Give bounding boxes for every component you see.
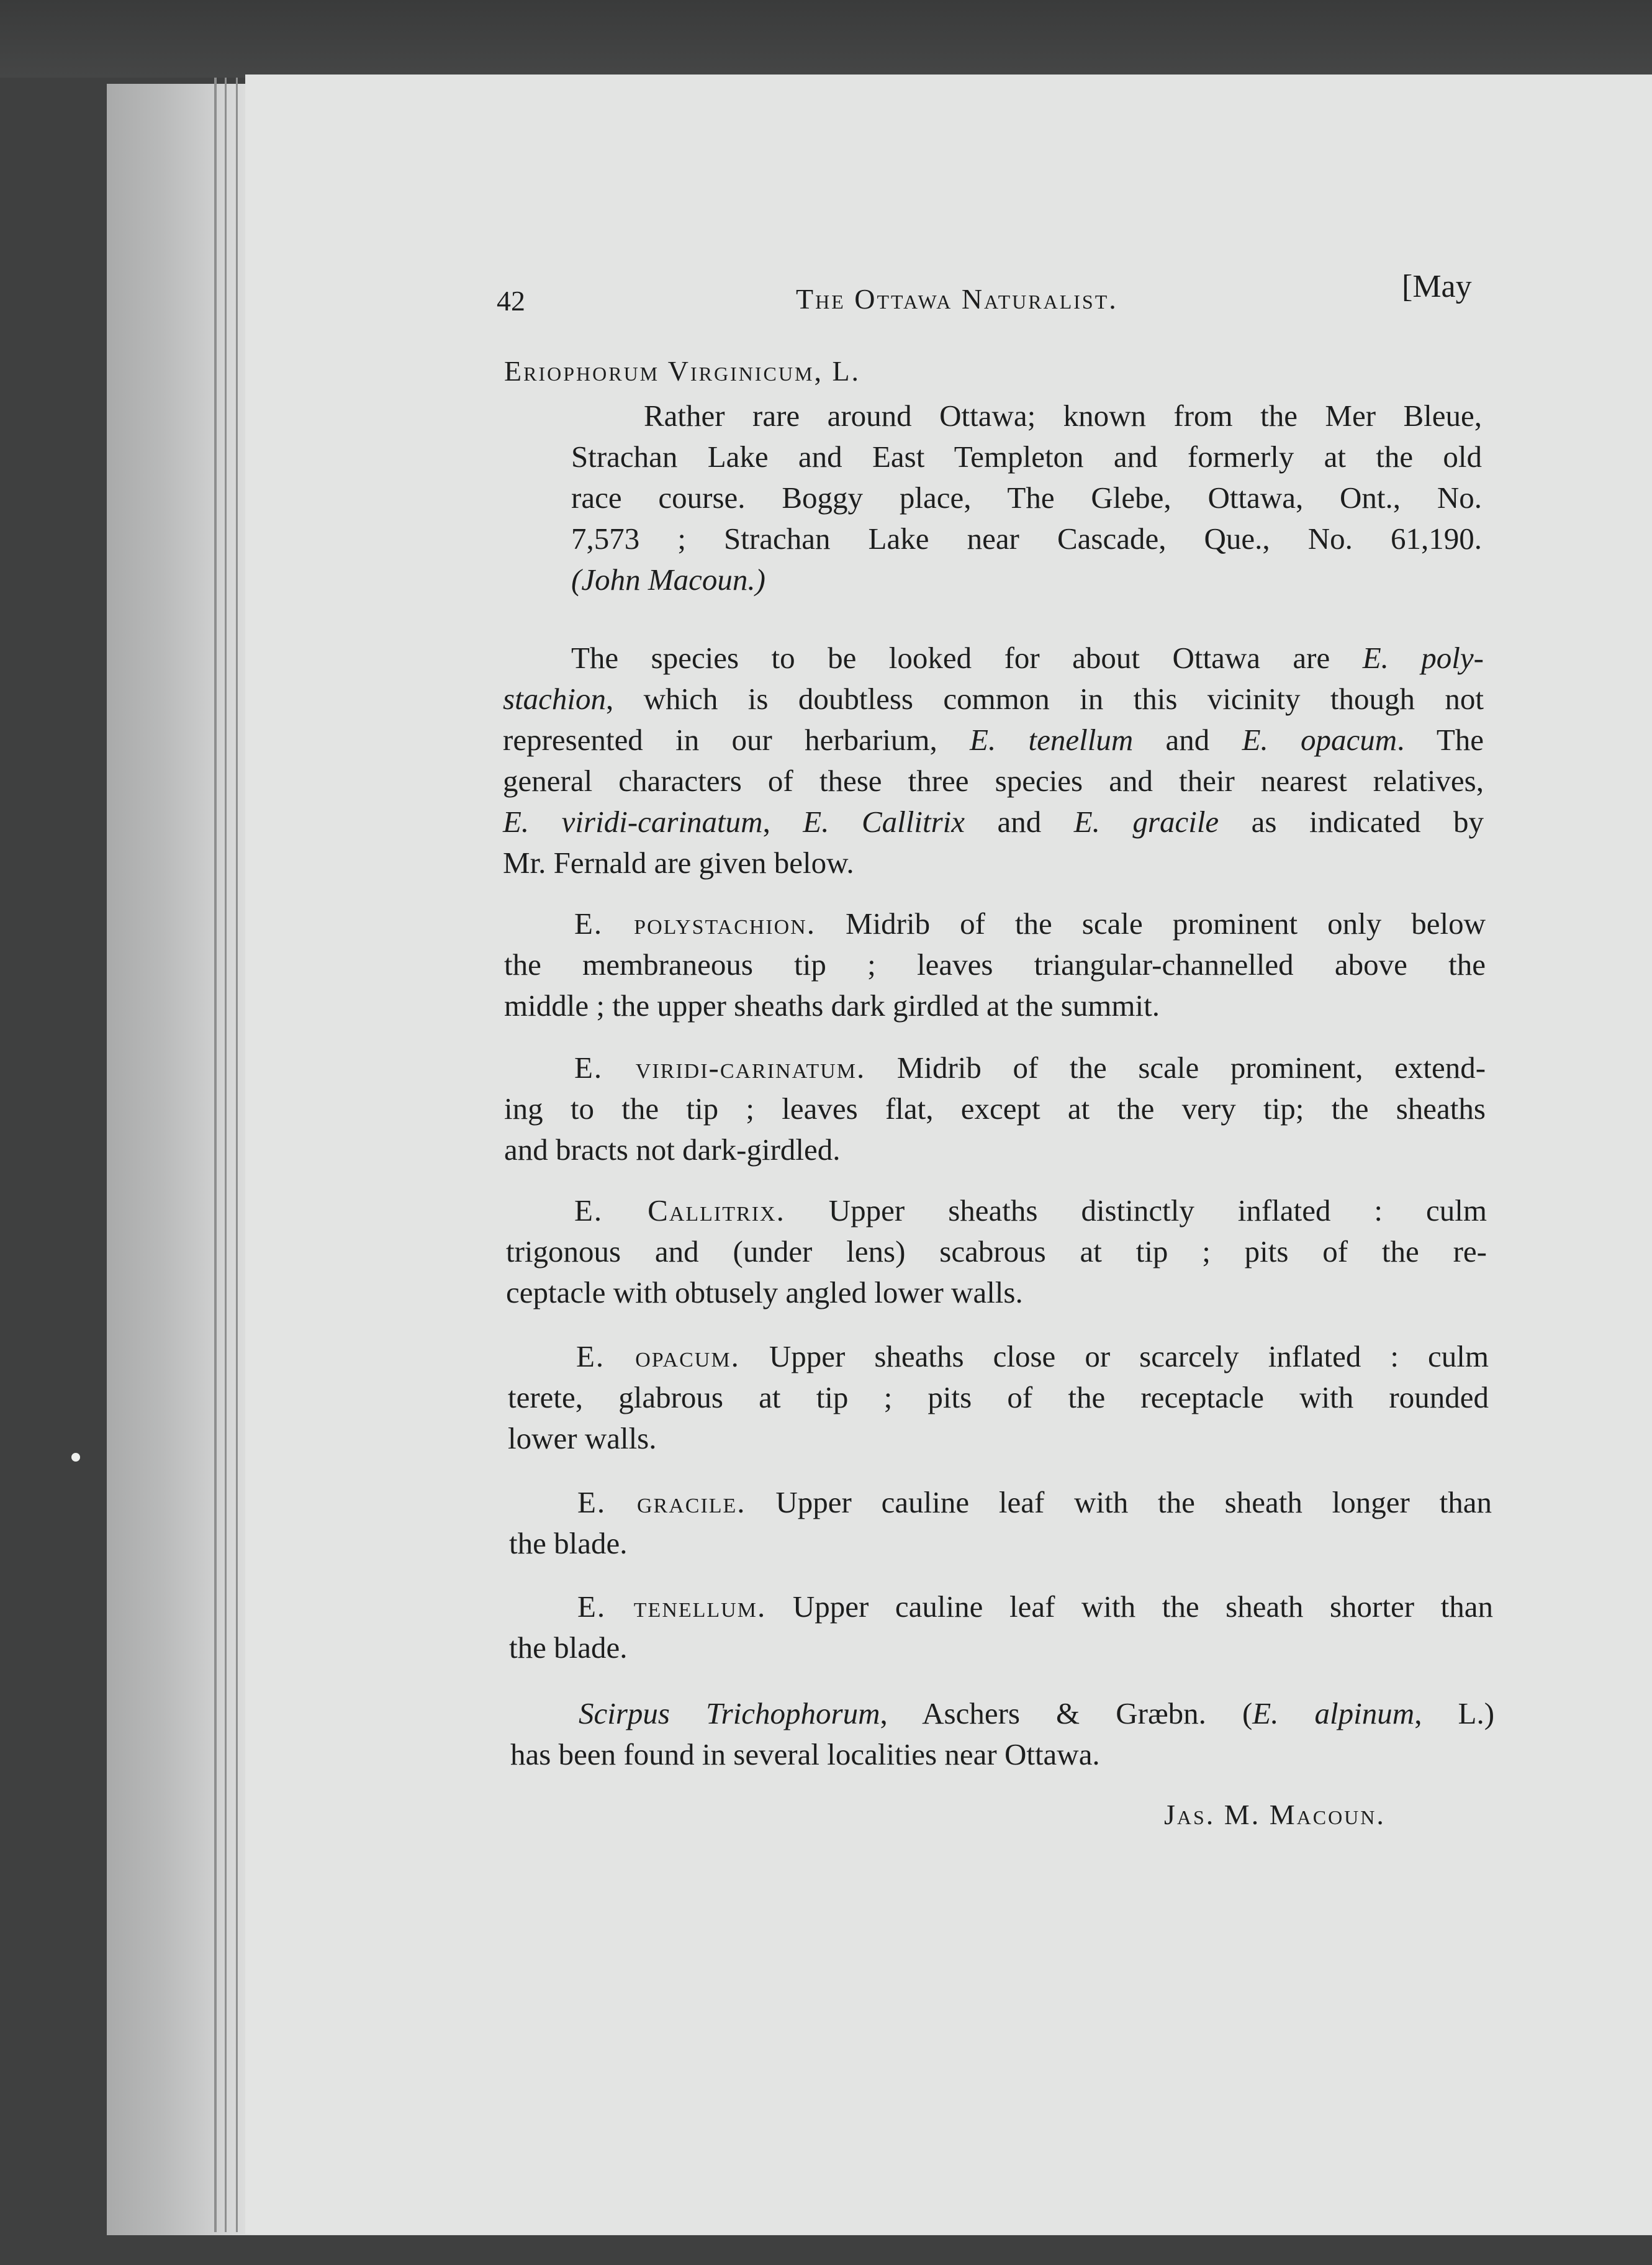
description-line: E. polystachion. Midrib of the scale prominent only below [574, 906, 1486, 941]
species-name: E. gracile. [577, 1485, 746, 1519]
paragraph-line: Mr. Fernald are given below. [503, 846, 854, 880]
paragraph-line: general characters of these three species and their nearest relatives, [503, 764, 1484, 798]
description-line: middle ; the upper sheaths dark girdled at the summit. [504, 988, 1160, 1023]
species-name: E. Callitrix. [574, 1193, 785, 1227]
paragraph-line: E. viridi-carinatum, E. Callitrix and E. gracile as indicated by [503, 805, 1484, 839]
entry-collector: (John Macoun.) [571, 563, 765, 597]
description-line: trigonous and (under lens) scabrous at tip ; pits of the re- [506, 1234, 1487, 1268]
description-line: ceptacle with obtusely angled lower walls. [506, 1275, 1023, 1309]
description-line: and bracts not dark-girdled. [504, 1132, 841, 1167]
species-name: E. viridi-carinatum. [574, 1051, 866, 1085]
description-line: ing to the tip ; leaves flat, except at the very tip; the sheaths [504, 1092, 1486, 1126]
description-line: E. viridi-carinatum. Midrib of the scale prominent, extend- [574, 1051, 1486, 1085]
species-name: E. tenellum. [577, 1589, 767, 1624]
entry-line: Rather rare around Ottawa; known from the Mer Bleue, [644, 399, 1482, 433]
description-line: the blade. [509, 1630, 628, 1665]
description-line: E. Callitrix. Upper sheaths distinctly inflated : culm [574, 1193, 1487, 1227]
entry-line: 7,573 ; Strachan Lake near Cascade, Que., No. 61,190. [571, 522, 1482, 556]
running-title: The Ottawa Naturalist. [796, 283, 1118, 315]
closing-line: Scirpus Trichophorum, Aschers & Græbn. (E. alpinum, L.) [579, 1696, 1495, 1730]
paragraph-line: stachion, which is doubtless common in this vicinity though not [503, 682, 1484, 716]
description-line: E. tenellum. Upper cauline leaf with the sheath shorter than [577, 1589, 1493, 1624]
running-month: [May [1402, 269, 1472, 304]
entry-line: race course. Boggy place, The Glebe, Ottawa, Ont., No. [571, 481, 1482, 515]
author-signature: Jas. M. Macoun. [1164, 1799, 1386, 1830]
description-line: lower walls. [508, 1421, 657, 1455]
page-number: 42 [497, 285, 525, 317]
species-heading: Eriophorum Virginicum, L. [504, 355, 861, 387]
closing-line: has been found in several localities near Ottawa. [510, 1737, 1100, 1771]
entry-line: Strachan Lake and East Templeton and formerly at the old [571, 440, 1482, 474]
paragraph-line: The species to be looked for about Ottawa are E. poly- [571, 641, 1484, 675]
description-line: terete, glabrous at tip ; pits of the receptacle with rounded [508, 1380, 1489, 1414]
species-name: E. polystachion. [574, 906, 816, 941]
description-line: the blade. [509, 1526, 628, 1560]
species-name: E. opacum. [576, 1339, 740, 1373]
paragraph-line: represented in our herbarium, E. tenellum and E. opacum. The [503, 723, 1484, 757]
description-line: the membraneous tip ; leaves triangular-channelled above the [504, 947, 1486, 982]
description-line: E. gracile. Upper cauline leaf with the sheath longer than [577, 1485, 1492, 1519]
description-line: E. opacum. Upper sheaths close or scarcely inflated : culm [576, 1339, 1489, 1373]
